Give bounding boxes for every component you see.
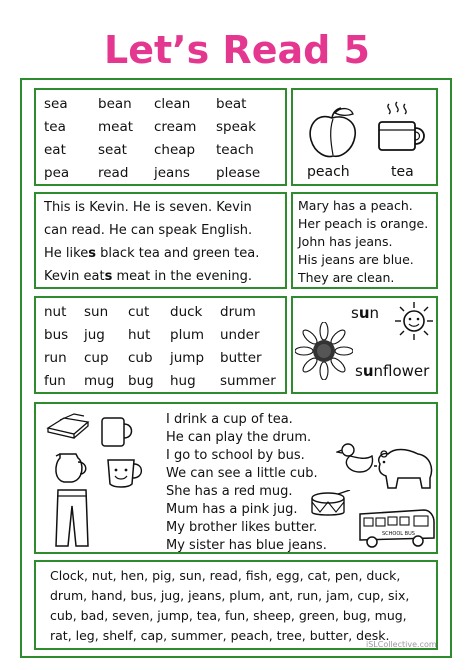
word: drum: [220, 304, 256, 320]
sunflower-label: [355, 362, 429, 380]
word: speak: [216, 119, 256, 135]
sentence: I drink a cup of tea.: [166, 412, 293, 427]
picture-box-sun-sunflower: [291, 296, 438, 394]
word: pea: [44, 165, 70, 181]
word: summer: [220, 373, 276, 389]
word: please: [216, 165, 261, 181]
word: under: [220, 327, 260, 343]
word: fun: [44, 373, 66, 389]
bear-cub-icon: [372, 446, 436, 492]
word: jump: [170, 350, 205, 366]
word: teach: [216, 142, 254, 158]
watermark: iSLCollective.com: [366, 640, 437, 649]
review-line: cub, bad, seven, jump, tea, fun, sheep, green, bug, mug,: [50, 608, 407, 623]
bold-ending: s: [104, 269, 113, 284]
sentence: Mum has a pink jug.: [166, 502, 298, 517]
smiling-cup-icon: [102, 452, 146, 492]
kevin-story-box: [34, 192, 287, 289]
sentences-box: [34, 402, 438, 554]
story-line: They are clean.: [298, 270, 395, 285]
label-part: s: [355, 362, 363, 380]
jug-icon: [50, 448, 90, 486]
story-line: John has jeans.: [298, 234, 393, 249]
sentence: She has a red mug.: [166, 484, 293, 499]
story-line: can read. He can speak English.: [44, 223, 253, 238]
word: tea: [44, 119, 66, 135]
word: sea: [44, 96, 68, 112]
word: cup: [84, 350, 109, 366]
mary-story-box: [291, 192, 438, 289]
page-title: Let’s Read 5: [104, 28, 370, 72]
story-line: This is Kevin. He is seven. Kevin: [44, 200, 252, 215]
story-line: Her peach is orange.: [298, 216, 429, 231]
review-line: drum, hand, bus, jug, jeans, plum, ant, run, jam, cup, six,: [50, 588, 410, 603]
tea-cup-icon: [371, 100, 433, 158]
word: hug: [170, 373, 196, 389]
drum-icon: [308, 490, 352, 520]
word: clean: [154, 96, 191, 112]
word: cream: [154, 119, 197, 135]
sentence: We can see a little cub.: [166, 466, 318, 481]
worksheet-frame: [20, 78, 452, 658]
label-vowel: u: [362, 362, 374, 380]
word: read: [98, 165, 129, 181]
story-line: [44, 269, 252, 284]
word: meat: [98, 119, 134, 135]
word: beat: [216, 96, 247, 112]
story-text: He like: [44, 246, 89, 261]
label-part: s: [351, 304, 359, 322]
word: bus: [44, 327, 69, 343]
u-word-box: [34, 296, 287, 394]
story-text: meat in the evening.: [112, 269, 252, 284]
tea-label: tea: [391, 164, 414, 180]
review-words-box: [34, 560, 438, 650]
picture-box-peach-tea: [291, 88, 438, 186]
word: duck: [170, 304, 203, 320]
duck-icon: [336, 440, 376, 476]
story-line: His jeans are blue.: [298, 252, 414, 267]
story-line: Mary has a peach.: [298, 198, 413, 213]
jeans-icon: [50, 488, 94, 550]
peach-icon: [303, 104, 361, 162]
sun-label: [351, 304, 379, 322]
word: jeans: [154, 165, 190, 181]
sentence: He can play the drum.: [166, 430, 312, 445]
word: mug: [84, 373, 115, 389]
word: run: [44, 350, 67, 366]
story-text: Kevin eat: [44, 269, 105, 284]
school-bus-icon: [356, 506, 436, 550]
word: cut: [128, 304, 150, 320]
sentence: My brother likes butter.: [166, 520, 318, 535]
ea-word-box: [34, 88, 287, 186]
label-part: n: [369, 304, 380, 322]
review-line: rat, leg, shelf, cap, summer, peach, tree, butter, desk.: [50, 628, 390, 643]
word: cheap: [154, 142, 196, 158]
word: bean: [98, 96, 132, 112]
word: nut: [44, 304, 67, 320]
sun-icon: [393, 300, 435, 342]
label-part: nflower: [373, 362, 430, 380]
word: eat: [44, 142, 66, 158]
bold-ending: s: [88, 246, 96, 261]
story-text: black tea and green tea.: [95, 246, 260, 261]
word: sun: [84, 304, 109, 320]
word: hut: [128, 327, 151, 343]
review-line: Clock, nut, hen, pig, sun, read, fish, egg, cat, pen, duck,: [50, 568, 401, 583]
sunflower-icon: [295, 322, 353, 380]
word: seat: [98, 142, 127, 158]
bus-text: SCHOOL BUS: [382, 531, 415, 537]
word: cub: [128, 350, 153, 366]
word: jug: [84, 327, 105, 343]
word: plum: [170, 327, 205, 343]
butter-icon: [44, 410, 96, 440]
peach-label: peach: [307, 164, 350, 180]
word: butter: [220, 350, 262, 366]
label-vowel: u: [358, 304, 370, 322]
mug-icon: [98, 414, 138, 450]
sentence: My sister has blue jeans.: [166, 538, 327, 553]
word: bug: [128, 373, 154, 389]
sentence: I go to school by bus.: [166, 448, 305, 463]
story-line: [44, 246, 259, 261]
